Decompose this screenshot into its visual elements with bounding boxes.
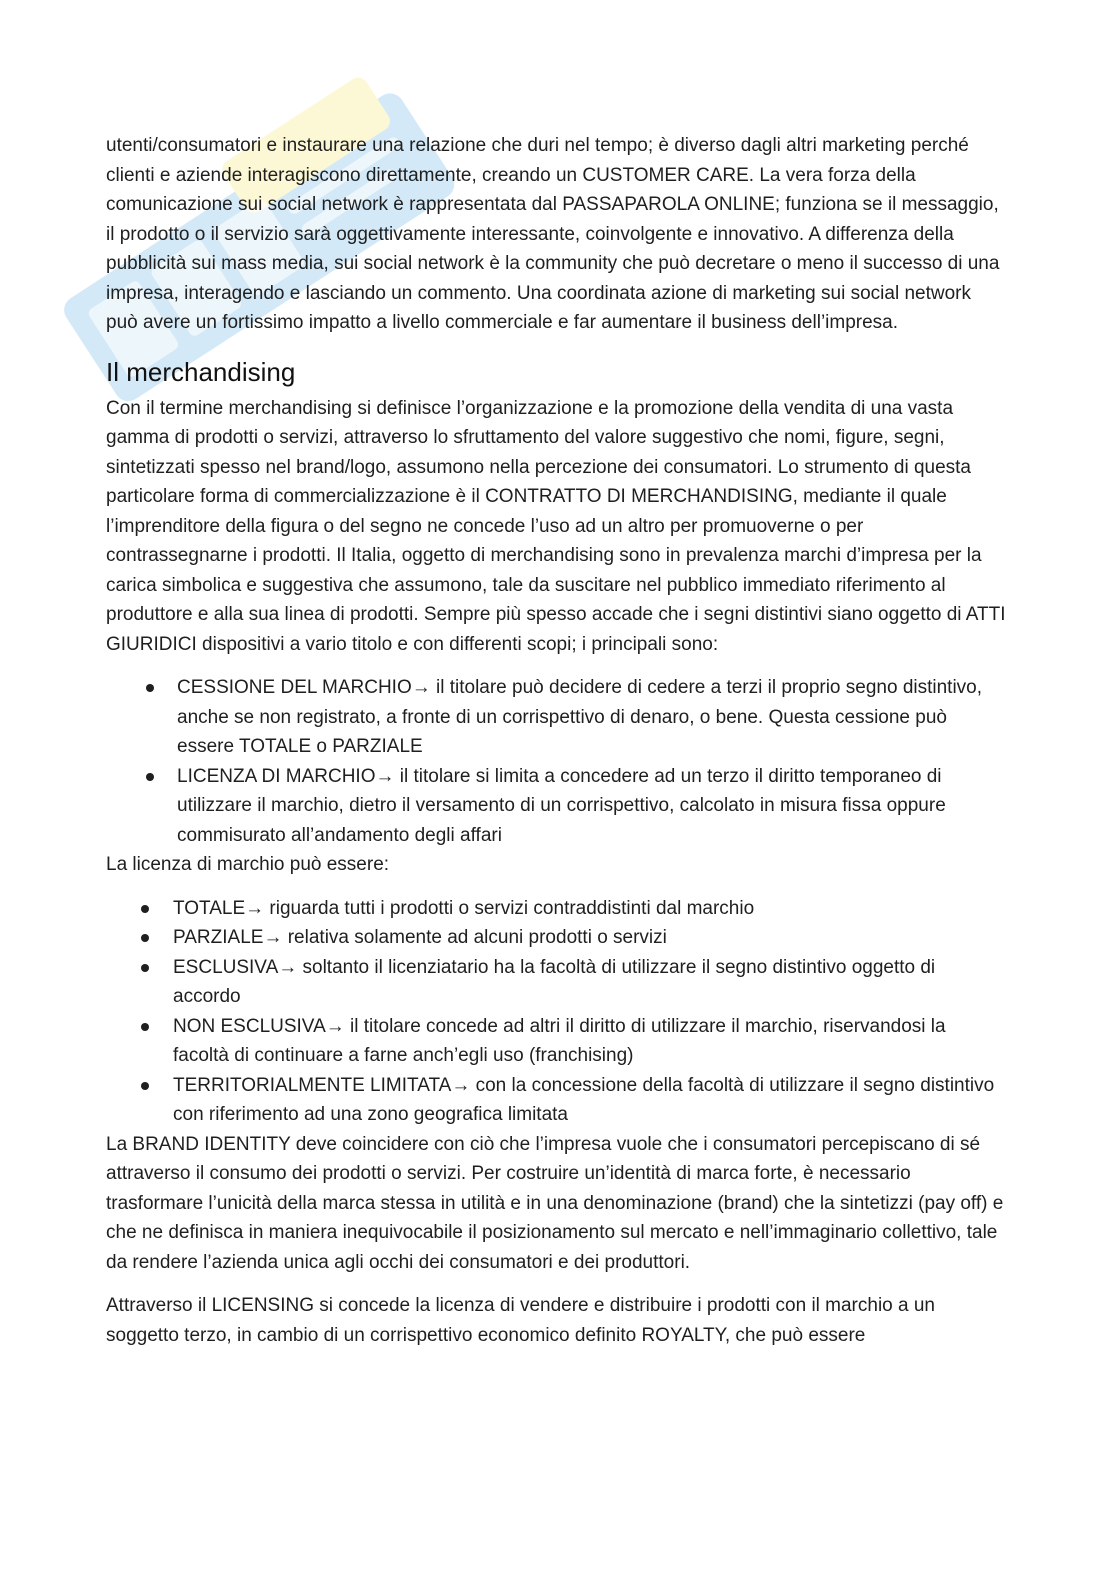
intro-paragraph: utenti/consumatori e instaurare una relazione che duri nel tempo; è diverso dagli altri marketing perché clienti e aziende interagiscono direttamente, creando un CUSTOMER CARE. La vera forza della comunicazione sui social network è rappresentata dal PASSAPAROLA ONLINE; funziona se il messaggio, il prodotto o il servizio sarà oggettivamente interessante, coinvolgente e innovativo. A differenza della pubblicità sui mass media, sui social network è la community che può decretare o meno il successo di una impresa, interagendo e lasciando un commento. Una coordinata azione di marketing sui social network può avere un fortissimo impatto a livello commerciale e far aumentare il business dell’impresa. xyxy=(106,135,1000,333)
list-item: TOTALE→ riguarda tutti i prodotti o servizi contraddistinti dal marchio xyxy=(106,894,1006,924)
licenza-types-list xyxy=(106,894,1006,1130)
atti-giuridici-list xyxy=(106,673,1006,850)
list-item: PARZIALE→ relativa solamente ad alcuni prodotti o servizi xyxy=(106,923,1006,953)
list-item: ESCLUSIVA→ soltanto il licenziatario ha la facoltà di utilizzare il segno distintivo oggetto di accordo xyxy=(106,953,1006,1012)
document-page xyxy=(106,131,1006,1350)
list-item: TERRITORIALMENTE LIMITATA→ con la concessione della facoltà di utilizzare il segno distintivo con riferimento ad una zono geografica limitata xyxy=(106,1071,1006,1130)
list-item: LICENZA DI MARCHIO→ il titolare si limita a concedere ad un terzo il diritto temporaneo di utilizzare il marchio, dietro il versamento di un corrispettivo, calcolato in misura fissa oppure commisurato all’andamento degli affari xyxy=(106,762,1006,851)
licenza-intro-paragraph: La licenza di marchio può essere: xyxy=(106,854,390,875)
licensing-paragraph: Attraverso il LICENSING si concede la licenza di vendere e distribuire i prodotti con il marchio a un soggetto terzo, in cambio di un corrispettivo economico definito ROYALTY, che può essere xyxy=(106,1295,935,1346)
list-item: NON ESCLUSIVA→ il titolare concede ad altri il diritto di utilizzare il marchio, riservandosi la facoltà di continuare a farne anch’egli uso (franchising) xyxy=(106,1012,1006,1071)
list-item: CESSIONE DEL MARCHIO→ il titolare può decidere di cedere a terzi il proprio segno distintivo, anche se non registrato, a fronte di un corrispettivo di denaro, o bene. Questa cessione può essere TOTALE o PARZIALE xyxy=(106,673,1006,762)
section-heading-merchandising: Il merchandising xyxy=(106,356,296,387)
brand-identity-paragraph: La BRAND IDENTITY deve coincidere con ciò che l’impresa vuole che i consumatori percepiscano di sé attraverso il consumo dei prodotti o servizi. Per costruire un’identità di marca forte, è necessario trasformare l’unicità della marca stessa in utilità e in una denominazione (brand) che la sintetizzi (pay off) e che ne definisca in maniera inequivocabile il posizionamento sul mercato e nell’immaginario collettivo, tale da rendere l’azienda unica agli occhi dei consumatori e dei produttori. xyxy=(106,1133,1004,1273)
merchandising-paragraph: Con il termine merchandising si definisce l’organizzazione e la promozione della vendita di una vasta gamma di prodotti o servizi, attraverso lo sfruttamento del valore suggestivo che nomi, figure, segni, sintetizzati spesso nel brand/logo, assumono nella percezione dei consumatori. Lo strumento di questa particolare forma di commercializzazione è il CONTRATTO DI MERCHANDISING, mediante il quale l’imprenditore della figura o del segno ne concede l’uso ad un altro per promuoverne o per contrassegnarne i prodotti. Il Italia, oggetto di merchandising sono in prevalenza marchi d’impresa per la carica simbolica e suggestiva che assumono, tale da suscitare nel pubblico immediato riferimento al produttore e alla sua linea di prodotti. Sempre più spesso accade che i segni distintivi siano oggetto di ATTI GIURIDICI dispositivi a vario titolo e con differenti scopi; i principali sono: xyxy=(106,397,1006,655)
